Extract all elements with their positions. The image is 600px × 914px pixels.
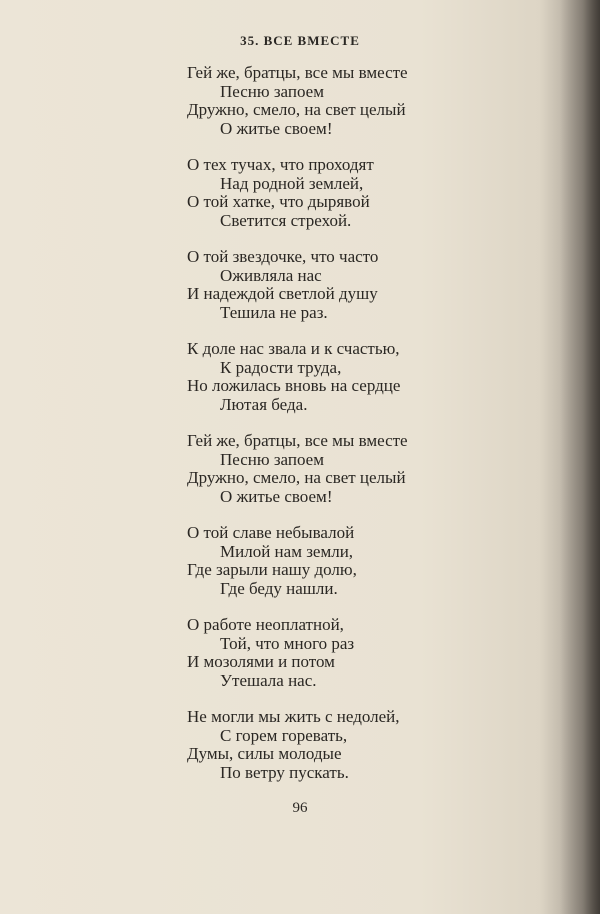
poem-line: Лютая беда. xyxy=(220,394,308,414)
poem-line: О житье своем! xyxy=(220,118,333,138)
stanza xyxy=(187,432,487,506)
poem-line: Гей же, братцы, все мы вместе xyxy=(187,63,408,82)
poem-line: Не могли мы жить с недолей, xyxy=(187,707,400,726)
poem-title: 35. ВСЕ ВМЕСТЕ xyxy=(240,33,360,48)
poem-line: Над родной землей, xyxy=(220,173,364,193)
stanza xyxy=(187,64,487,138)
poem-line: Оживляла нас xyxy=(220,265,322,285)
poem-line: Дружно, смело, на свет целый xyxy=(187,100,406,119)
poem-line: С горем горевать, xyxy=(220,725,348,745)
poem-body xyxy=(187,64,487,782)
poem-line: О той славе небывалой xyxy=(187,523,355,542)
stanza xyxy=(187,708,487,782)
poem-line: О той хатке, что дырявой xyxy=(187,192,370,211)
poem-line: Тешила не раз. xyxy=(220,302,328,322)
poem-line: Утешала нас. xyxy=(220,670,317,690)
poem-line: К доле нас звала и к счастью, xyxy=(187,339,400,358)
poem-line: Светится стрехой. xyxy=(220,210,352,230)
stanza xyxy=(187,156,487,230)
poem-line: Милой нам земли, xyxy=(220,541,354,561)
poem-line: О той звездочке, что часто xyxy=(187,247,379,266)
poem-line: Гей же, братцы, все мы вместе xyxy=(187,431,408,450)
stanza xyxy=(187,248,487,322)
page-number: 96 xyxy=(292,800,308,816)
poem-line: По ветру пускать. xyxy=(220,762,349,782)
poem-line: О тех тучах, что проходят xyxy=(187,155,374,174)
stanza xyxy=(187,616,487,690)
poem-line: О житье своем! xyxy=(220,486,333,506)
poem-line: Где зарыли нашу долю, xyxy=(187,560,357,579)
poem-line: Песню запоем xyxy=(220,81,324,101)
poem-line: Где беду нашли. xyxy=(220,578,338,598)
stanza xyxy=(187,340,487,414)
poem-line: Думы, силы молодые xyxy=(187,744,342,763)
poem-line: К радости труда, xyxy=(220,357,342,377)
poem-line: Но ложилась вновь на сердце xyxy=(187,376,401,395)
page-gutter-shadow xyxy=(560,0,600,914)
poem-line: Той, что много раз xyxy=(220,633,355,653)
poem-line: И мозолями и потом xyxy=(187,652,335,671)
poem-line: О работе неоплатной, xyxy=(187,615,344,634)
stanza xyxy=(187,524,487,598)
poem-line: И надеждой светлой душу xyxy=(187,284,378,303)
poem-line: Дружно, смело, на свет целый xyxy=(187,468,406,487)
poem-line: Песню запоем xyxy=(220,449,324,469)
